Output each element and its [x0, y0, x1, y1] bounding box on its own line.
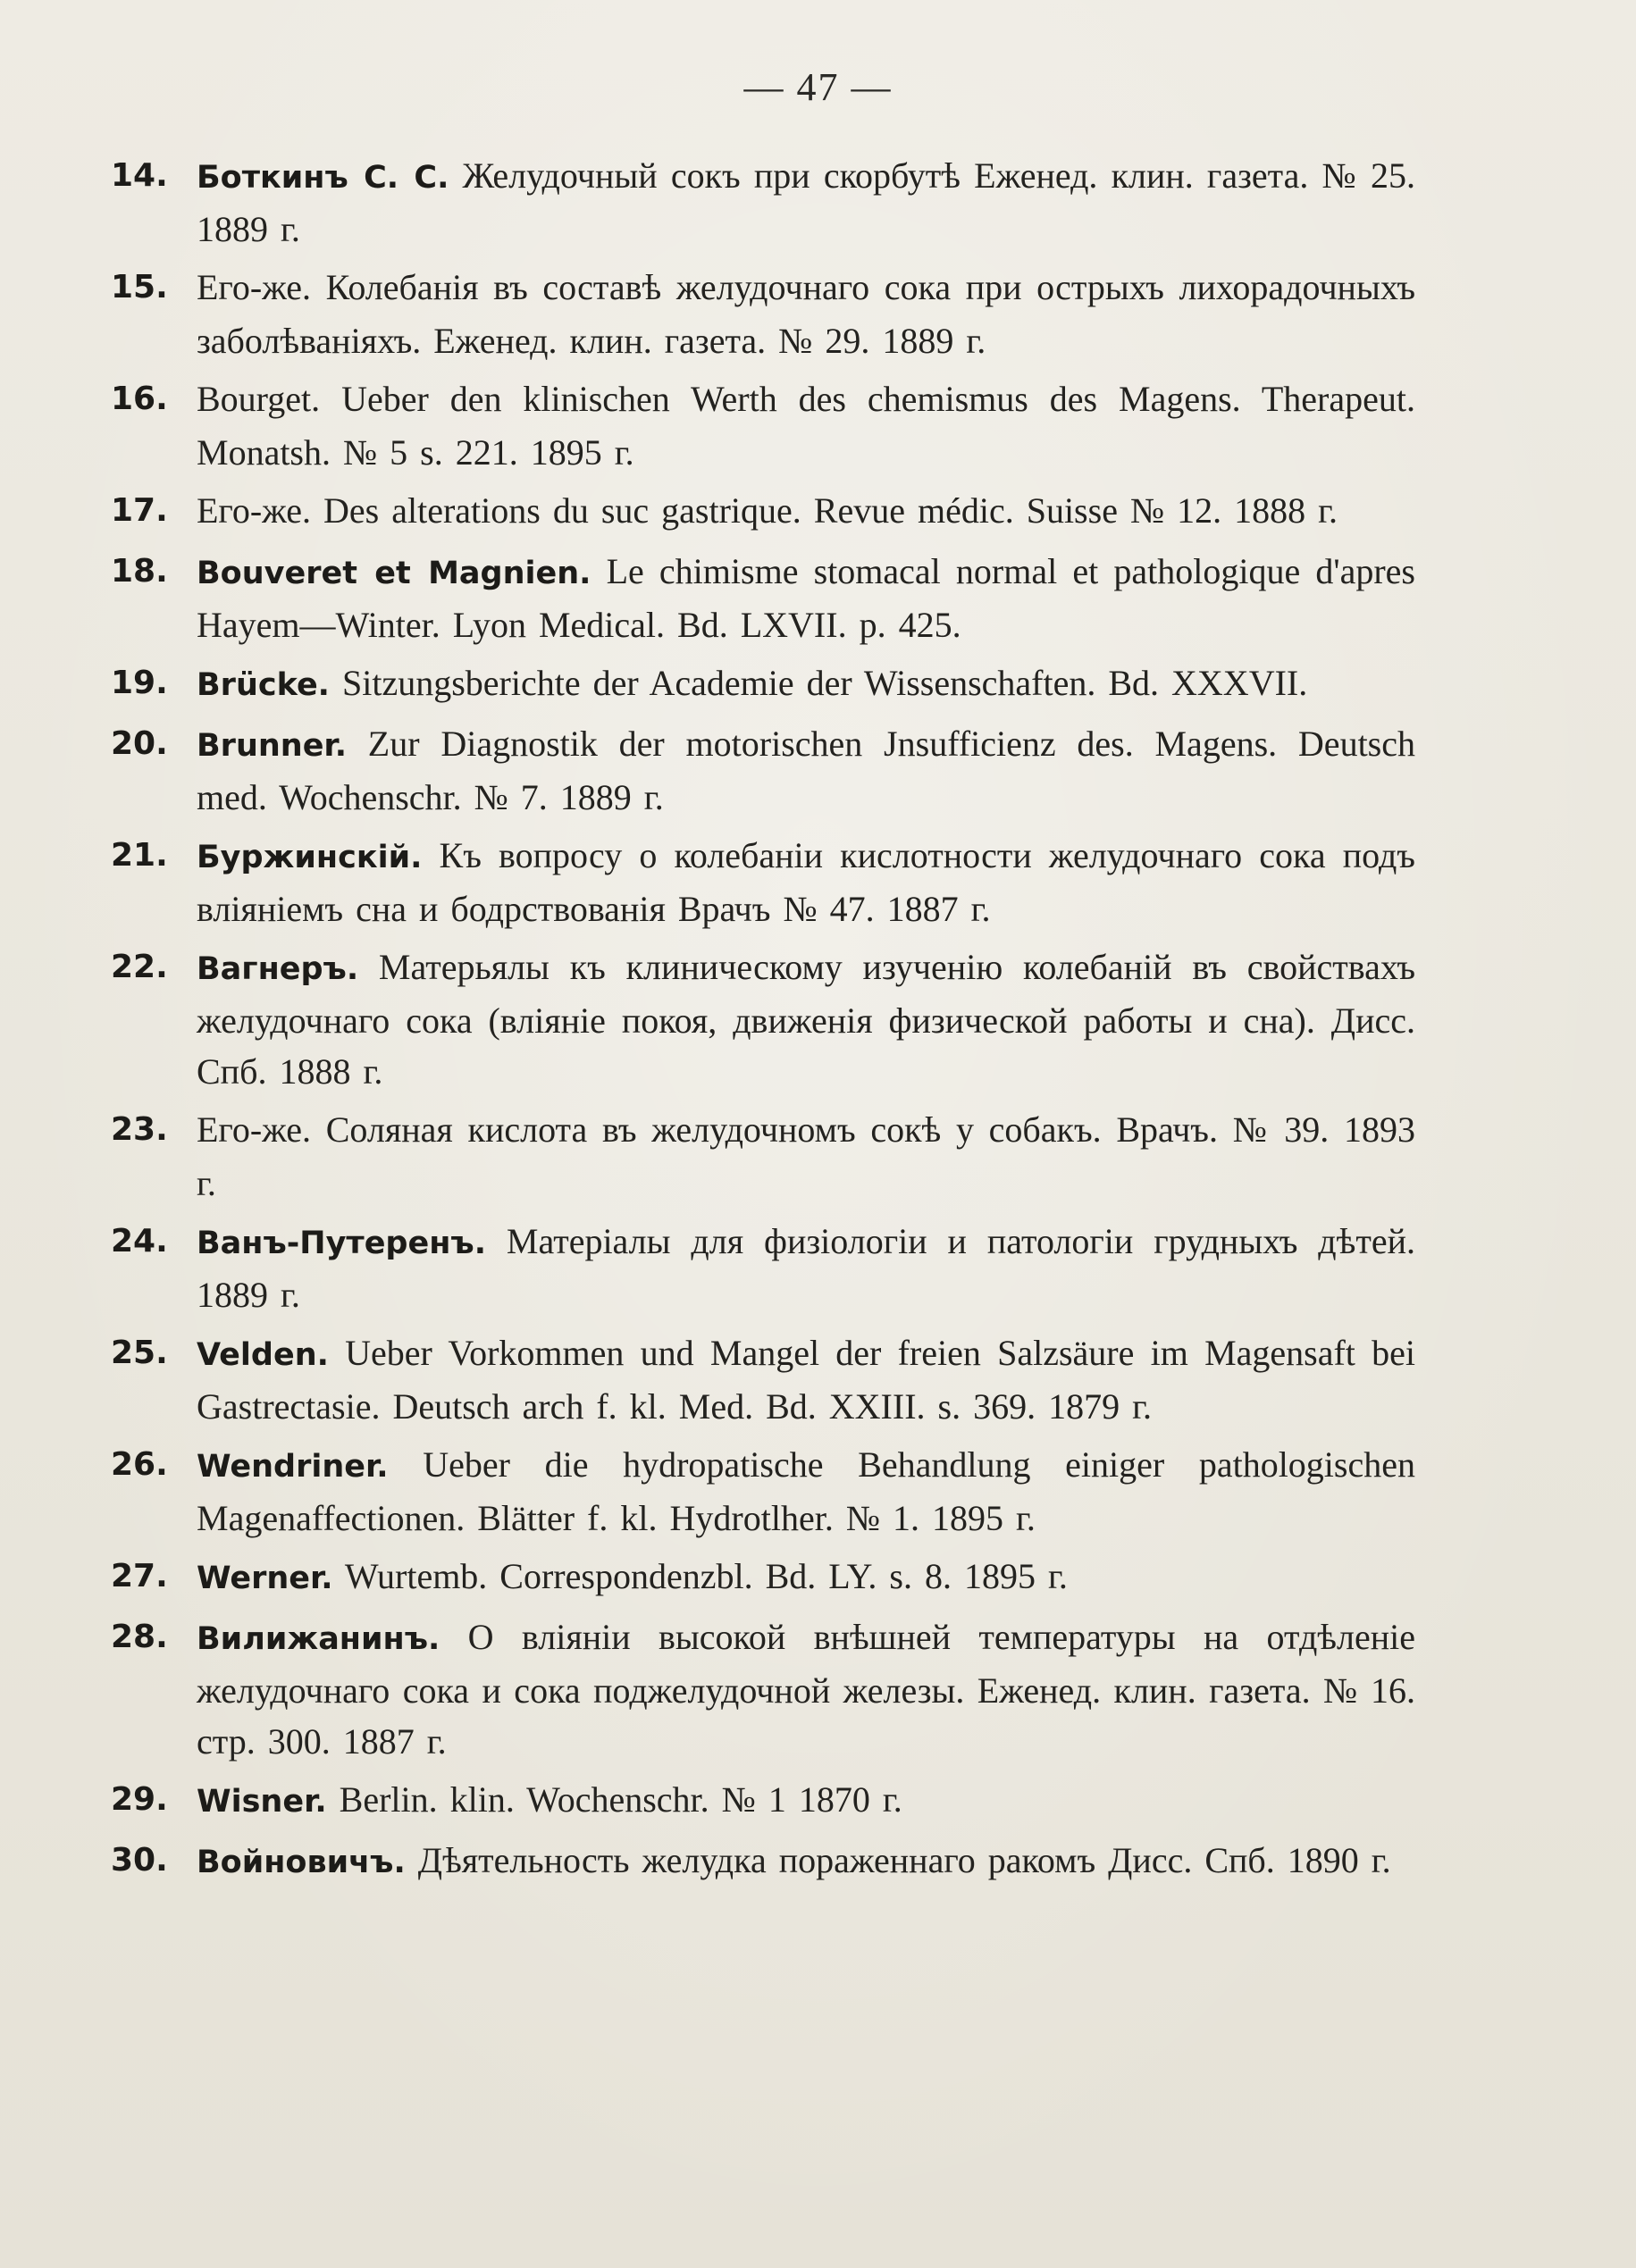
bibliography-entry: [111, 1216, 1415, 1320]
entry-text: Ueber die hydropatische Behandlung einiger pathologischen Magenaffectionen. Blätter f. kl. Hydrotlher. № 1. 1895 г.: [197, 1444, 1415, 1538]
entry-number: 23.: [111, 1111, 168, 1148]
entry-content: [197, 1439, 1415, 1544]
entry-content: [197, 718, 1415, 823]
entry-content: [197, 262, 1415, 366]
bibliography-entry: [111, 1551, 1415, 1604]
entry-number: 27.: [111, 1558, 168, 1594]
bibliography-entry: [111, 718, 1415, 823]
entry-author: Боткинъ С. С.: [197, 160, 449, 196]
entry-text: Его-же. Колебанія въ составѣ желудочнаго сока при острыхъ лихорадочныхъ заболѣваніяхъ. Еженед. клин. газета. № 29. 1889 г.: [197, 267, 1415, 361]
entry-author: Ванъ-Путеренъ.: [197, 1226, 487, 1261]
entry-author: Вагнеръ.: [197, 951, 359, 987]
entry-text: Его-же. Соляная кислота въ желудочномъ сокѣ у собакъ. Врачъ. № 39. 1893 г.: [197, 1109, 1415, 1203]
entry-content: [197, 1216, 1415, 1320]
bibliography-entry: [111, 1774, 1415, 1828]
entry-text: О вліяніи высокой внѣшней температуры на отдѣленіе желудочнаго сока и сока поджелудочной железы. Еженед. клин. газета. № 16. стр. 300. 1887 г.: [197, 1617, 1415, 1762]
entry-number: 28.: [111, 1619, 168, 1655]
entry-number: 16.: [111, 381, 168, 417]
entry-number: 22.: [111, 949, 168, 985]
bibliography-entry: [111, 942, 1415, 1097]
entry-content: [197, 657, 1415, 711]
bibliography-entry: [111, 150, 1415, 255]
bibliography-entry: [111, 373, 1415, 478]
entry-text: Дѣятельность желудка пораженнаго ракомъ Дисс. Спб. 1890 г.: [405, 1840, 1391, 1880]
entry-text: Zur Diagnostik der motorischen Jnsufficienz des. Magens. Deutsch med. Wochenschr. № 7. 1889 г.: [197, 724, 1415, 817]
page-number: — 47 —: [743, 65, 893, 109]
bibliography-entry: [111, 1327, 1415, 1432]
entry-text: Berlin. klin. Wochenschr. № 1 1870 г.: [326, 1779, 902, 1820]
bibliography-entry: [111, 1104, 1415, 1209]
bibliography-entry: [111, 1611, 1415, 1767]
entry-number: 15.: [111, 269, 168, 305]
entry-content: [197, 942, 1415, 1097]
entry-number: 26.: [111, 1446, 168, 1483]
entry-author: Brunner.: [197, 728, 347, 764]
entry-content: [197, 1774, 1415, 1828]
bibliography-entry: [111, 546, 1415, 650]
entry-author: Вилижанинъ.: [197, 1621, 440, 1657]
entry-text: Его-же. Des alterations du suc gastrique. Revue médic. Suisse № 12. 1888 г.: [197, 490, 1338, 531]
entry-author: Войновичъ.: [197, 1845, 406, 1880]
bibliography-entry: [111, 1835, 1415, 1888]
entry-content: [197, 546, 1415, 650]
entry-content: [197, 830, 1415, 934]
entry-text: Матеріалы для физіологіи и патологіи грудныхъ дѣтей. 1889 г.: [197, 1221, 1415, 1315]
entry-text: Wurtemb. Correspondenzbl. Bd. LY. s. 8. 1895 г.: [332, 1556, 1068, 1596]
entry-number: 24.: [111, 1223, 168, 1260]
entry-author: Wendriner.: [197, 1449, 389, 1485]
entry-content: [197, 1551, 1415, 1604]
entry-number: 14.: [111, 157, 168, 194]
entry-author: Bouveret et Magnien.: [197, 556, 591, 591]
entry-text: Sitzungsberichte der Academie der Wissenschaften. Bd. XXXVII.: [329, 663, 1308, 703]
entry-author: Буржинскій.: [197, 840, 423, 875]
entry-content: [197, 1327, 1415, 1432]
entry-text: Къ вопросу о колебаніи кислотности желудочнаго сока подъ вліяніемъ сна и бодрствованія Врачъ № 47. 1887 г.: [197, 835, 1415, 929]
entry-number: 29.: [111, 1781, 168, 1818]
entry-text: Le chimisme stomacal normal et pathologique d'apres Hayem—Winter. Lyon Medical. Bd. LXVII. p. 425.: [197, 551, 1415, 645]
entry-text: Bourget. Ueber den klinischen Werth des chemismus des Magens. Therapeut. Monatsh. № 5 s. 221. 1895 г.: [197, 379, 1415, 473]
bibliography-entry: [111, 830, 1415, 934]
entry-content: [197, 1104, 1415, 1209]
entry-author: Brücke.: [197, 667, 330, 703]
entry-content: [197, 485, 1415, 539]
entry-content: [197, 1611, 1415, 1767]
entry-author: Werner.: [197, 1561, 333, 1596]
bibliography-entry: [111, 262, 1415, 366]
bibliography-entry: [111, 1439, 1415, 1544]
entry-content: [197, 373, 1415, 478]
entry-number: 30.: [111, 1842, 168, 1879]
bibliography-entry: [111, 657, 1415, 711]
entry-number: 21.: [111, 837, 168, 874]
bibliography-entry: [111, 485, 1415, 539]
bibliography-list: [111, 150, 1415, 1896]
entry-author: Velden.: [197, 1337, 329, 1373]
entry-text: Матерьялы къ клиническому изученію колебаній въ свойствахъ желудочнаго сока (вліяніе покоя, движенія физической работы и сна). Дисс. Спб. 1888 г.: [197, 947, 1415, 1092]
entry-content: [197, 150, 1415, 255]
entry-number: 20.: [111, 725, 168, 762]
entry-number: 17.: [111, 492, 168, 529]
entry-number: 25.: [111, 1335, 168, 1371]
entry-number: 18.: [111, 553, 168, 590]
entry-text: Желудочный сокъ при скорбутѣ Еженед. клин. газета. № 25. 1889 г.: [197, 155, 1415, 249]
entry-text: Ueber Vorkommen und Mangel der freien Salzsäure im Magensaft bei Gastrectasie. Deutsch arch f. kl. Med. Bd. XXIII. s. 369. 1879 г.: [197, 1333, 1415, 1427]
entry-number: 19.: [111, 665, 168, 701]
entry-author: Wisner.: [197, 1784, 327, 1820]
entry-content: [197, 1835, 1415, 1888]
